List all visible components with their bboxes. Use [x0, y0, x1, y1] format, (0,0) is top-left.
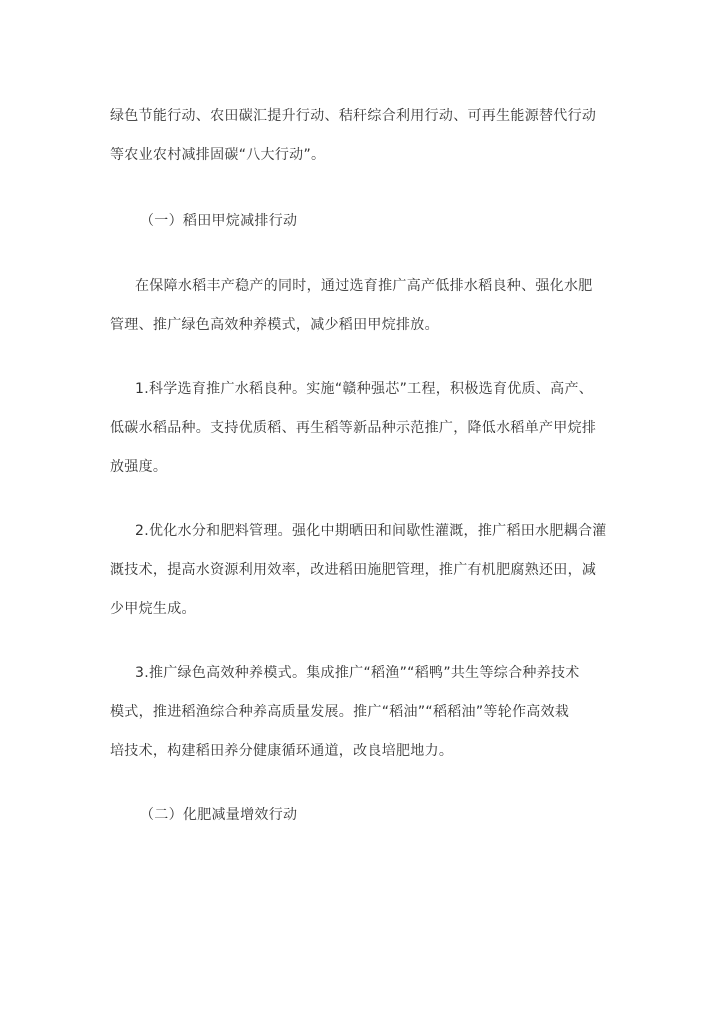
section-1-heading: （一）稻田甲烷减排行动: [140, 213, 298, 229]
item-3-line-2: 模式，推进稻渔综合种养高质量发展。推广“稻油”“稻稻油”等轮作高效栽: [110, 704, 570, 720]
item-2-line-1: 2.优化水分和肥料管理。强化中期晒田和间歇性灌溉，推广稻田水肥耦合灌: [135, 523, 607, 539]
item-1-line-2: 低碳水稻品种。支持优质稻、再生稻等新品种示范推广，降低水稻单产甲烷排: [110, 420, 597, 436]
intro-line-1: 绿色节能行动、农田碳汇提升行动、秸秆综合利用行动、可再生能源替代行动: [110, 108, 597, 124]
item-2-line-3: 少甲烷生成。: [110, 601, 196, 617]
item-1-line-1: 1.科学选育推广水稻良种。实施“赣种强芯”工程，积极选育优质、高产、: [135, 381, 594, 397]
section-1-paragraph-line-2: 管理、推广绿色高效种养模式，减少稻田甲烷排放。: [110, 317, 439, 333]
section-1-paragraph-line-1: 在保障水稻丰产稳产的同时，通过选育推广高产低排水稻良种、强化水肥: [135, 278, 593, 294]
item-2-line-2: 溉技术，提高水资源利用效率，改进稻田施肥管理，推广有机肥腐熟还田，减: [110, 562, 597, 578]
item-3-line-3: 培技术，构建稻田养分健康循环通道，改良培肥地力。: [110, 743, 454, 759]
intro-line-2: 等农业农村减排固碳“八大行动”。: [110, 147, 326, 163]
item-3-line-1: 3.推广绿色高效种养模式。集成推广“稻渔”“稻鸭”共生等综合种养技术: [135, 665, 580, 681]
item-1-line-3: 放强度。: [110, 459, 168, 475]
section-2-heading: （二）化肥减量增效行动: [140, 807, 298, 823]
